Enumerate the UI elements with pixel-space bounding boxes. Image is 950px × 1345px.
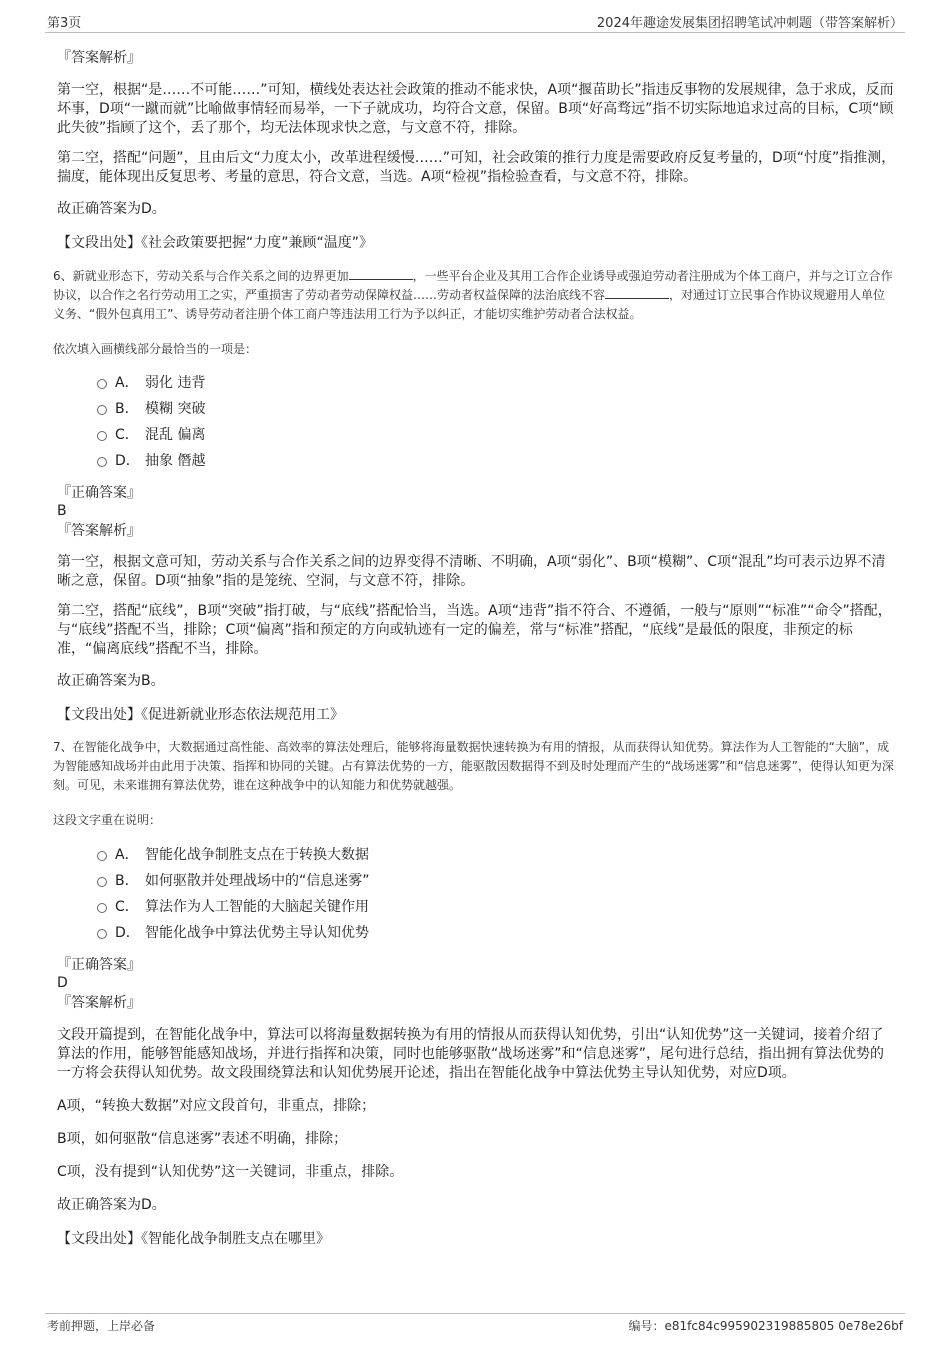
analysis-paragraph: 第一空，根据文意可知，劳动关系与合作关系之间的边界变得不清晰、不明确，A项“弱化”、B项“模糊”、C项“混乱”均可表示边界不清晰之意，保留。D项“抽象”指的是笼统、空洞，与文意不符，排除。 <box>57 554 886 589</box>
radio-icon[interactable] <box>97 929 107 939</box>
question-6-text: 6、新就业形态下，劳动关系与合作关系之间的边界更加 ，一些平台企业及其用工合作企业诱导或强迫劳动者注册成为个体工商户，并与之订立合作协议，以合作之名行劳动用工之实，严重损害了劳动者劳动保障权益……劳动者权益保障的法治底线不容 ，对通过订立民事合作协议规避用人单位义务、“假外包真用工”、诱导劳动者注册个体工商户等违法用工行为予以纠正，才能切实维护劳动者合法权益。 <box>53 269 893 321</box>
analysis-label: 『答案解析』 <box>57 50 141 66</box>
question-7-text: 7、在智能化战争中，大数据通过高性能、高效率的算法处理后，能够将海量数据快速转换为有用的情报，从而获得认知优势。算法作为人工智能的“大脑”，成为智能感知战场并由此用于决策、指挥和协同的关键。占有算法优势的一方，能驱散因数据得不到及时处理而产生的“战场迷雾”和“信息迷雾”，使得认知更为深刻。可见，未来谁拥有算法优势，谁在这种战争中的认知能力和优势就越强。 <box>53 740 894 792</box>
options-list <box>57 370 897 474</box>
option-a[interactable]: A． 智能化战争制胜支点在于转换大数据 <box>57 842 897 868</box>
page-header <box>45 10 905 33</box>
source-citation: 【文段出处】《智能化战争制胜支点在哪里》 <box>57 1231 330 1247</box>
options-list <box>57 842 897 946</box>
option-d[interactable]: D． 智能化战争中算法优势主导认知优势 <box>57 920 897 946</box>
analysis-paragraph: 第二空，搭配“底线”，B项“突破”指打破，与“底线”搭配恰当，当选。A项“违背”指不符合、不遵循，一般与“原则”“标准”“命令”搭配，与“底线”搭配不当，排除；C项“偏离”指和预定的方向或轨迹有一定的偏差，常与“标准”搭配，“底线”是最低的限度，非预定的标准，“偏离底线”搭配不当，排除。 <box>57 603 892 657</box>
footer-slogan: 考前押题，上岸必备 <box>47 1319 156 1333</box>
page-content <box>53 46 897 1249</box>
option-c[interactable]: C． 算法作为人工智能的大脑起关键作用 <box>57 894 897 920</box>
analysis-label: 『答案解析』 <box>57 995 141 1011</box>
correct-answer: D <box>57 975 68 991</box>
analysis-conclusion: 故正确答案为D。 <box>57 201 166 217</box>
option-a[interactable]: A． 弱化 违背 <box>57 370 897 396</box>
radio-icon[interactable] <box>97 379 107 389</box>
analysis-paragraph: 第二空，搭配“问题”，且由后文“力度太小，改革进程缓慢……”可知，社会政策的推行力度是需要政府反复考量的，D项“忖度”指推测，揣度，能体现出反复思考、考量的意思，符合文意，当选。A项“检视”指检验查看，与文意不符，排除。 <box>57 150 896 185</box>
option-analysis: A项，“转换大数据”对应文段首句，非重点，排除； <box>57 1098 376 1114</box>
analysis-conclusion: 故正确答案为D。 <box>57 1197 166 1213</box>
page-number: 第3页 <box>47 16 82 31</box>
analysis-paragraph: 第一空，根据“是……不可能……”可知，横线处表达社会政策的推动不能求快，A项“揠苗助长”指违反事物的发展规律，急于求成，反而坏事，D项“一蹴而就”比喻做事情轻而易举，一下子就成功，均符合文意，保留。B项“好高骛远”指不切实际地追求过高的目标，C项“顾此失彼”指顾了这个，丢了那个，均无法体现求快之意，与文意不符，排除。 <box>57 82 894 136</box>
document-id: 编号：e81fc84c995902319885805 0e78e26bf <box>628 1319 903 1333</box>
correct-answer-label: 『正确答案』 <box>57 485 141 501</box>
analysis-conclusion: 故正确答案为B。 <box>57 673 165 689</box>
radio-icon[interactable] <box>97 877 107 887</box>
option-analysis: C项，没有提到“认知优势”这一关键词，非重点，排除。 <box>57 1164 404 1180</box>
analysis-label: 『答案解析』 <box>57 523 141 539</box>
document-title: 2024年趣途发展集团招聘笔试冲刺题（带答案解析） <box>596 16 903 31</box>
question-prompt: 这段文字重在说明： <box>53 813 162 827</box>
option-c[interactable]: C． 混乱 偏离 <box>57 422 897 448</box>
question-prompt: 依次填入画横线部分最恰当的一项是： <box>53 342 258 356</box>
source-citation: 【文段出处】《促进新就业形态依法规范用工》 <box>57 707 344 723</box>
page-footer <box>45 1313 905 1336</box>
radio-icon[interactable] <box>97 405 107 415</box>
answer-blank <box>605 286 669 299</box>
radio-icon[interactable] <box>97 851 107 861</box>
correct-answer-label: 『正确答案』 <box>57 957 141 973</box>
option-analysis: B项，如何驱散“信息迷雾”表述不明确，排除； <box>57 1131 348 1147</box>
answer-blank <box>349 267 413 280</box>
correct-answer: B <box>57 503 67 519</box>
source-citation: 【文段出处】《社会政策要把握“力度”兼顾“温度”》 <box>57 235 374 251</box>
radio-icon[interactable] <box>97 903 107 913</box>
radio-icon[interactable] <box>97 431 107 441</box>
option-b[interactable]: B． 模糊 突破 <box>57 396 897 422</box>
option-b[interactable]: B． 如何驱散并处理战场中的“信息迷雾” <box>57 868 897 894</box>
option-d[interactable]: D． 抽象 僭越 <box>57 448 897 474</box>
analysis-paragraph: 文段开篇提到，在智能化战争中，算法可以将海量数据转换为有用的情报从而获得认知优势，引出“认知优势”这一关键词，接着介绍了算法的作用，能够智能感知战场，并进行指挥和决策，同时也能够驱散“战场迷雾”和“信息迷雾”，尾句进行总结，指出拥有算法优势的一方将会获得认知优势。故文段围绕算法和认知优势展开论述，指出在智能化战争中算法优势主导认知优势，对应D项。 <box>57 1027 885 1081</box>
radio-icon[interactable] <box>97 457 107 467</box>
